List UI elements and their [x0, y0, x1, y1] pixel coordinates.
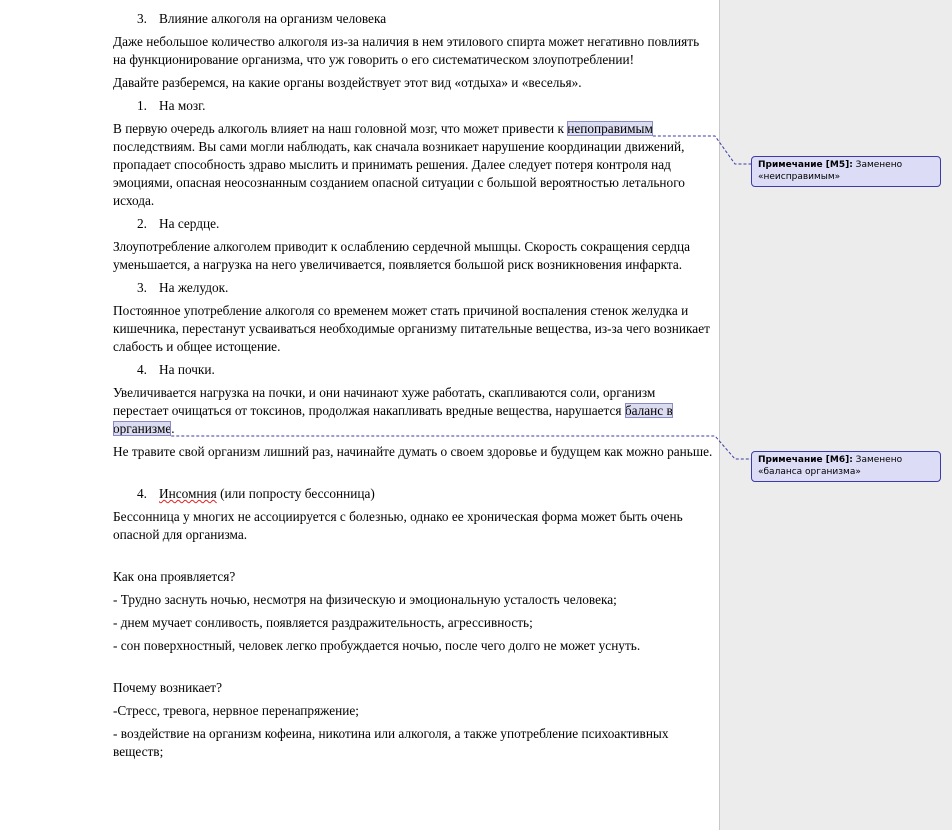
- spellcheck-flagged-word[interactable]: Инсомния: [159, 486, 217, 501]
- text-run: В первую очередь алкоголь влияет на наш головной мозг, что может привести к: [113, 121, 568, 136]
- organ-item-kidneys: [137, 361, 713, 379]
- text-run: последствиям. Вы сами могли наблюдать, как сначала возникает нарушение координации движений, пропадает способность здраво мыслить и принимать решения. Далее следует потеря контроля над эмоциями, опасная неосознанным созданием опасной ситуации с большой вероятностью летального исхода.: [113, 139, 685, 208]
- list-item-title: На почки.: [159, 362, 215, 377]
- document-body[interactable]: [113, 10, 713, 766]
- organ-item-heart: [137, 215, 713, 233]
- empty-line: [113, 660, 713, 679]
- commented-text-m5[interactable]: непоправимым: [567, 121, 653, 136]
- comment-text: Заменено «баланса организма»: [758, 455, 903, 477]
- list-number: 3.: [137, 280, 147, 295]
- section-4-heading: [137, 485, 713, 503]
- question-heading: Как она проявляется?: [113, 569, 236, 584]
- text-run: Увеличивается нагрузка на почки, и они начинают хуже работать, скапливаются соли, организм перестает очищаться от токсинов, продолжая накапливать вредные вещества, нарушается: [113, 385, 656, 418]
- paragraph-heart: Злоупотребление алкоголем приводит к ослаблению сердечной мышцы. Скорость сокращения сердца уменьшается, а нагрузка на него увеличивается, появляется большой риск возникновения инфаркта.: [113, 239, 691, 272]
- list-number: 3.: [137, 11, 147, 26]
- list-number: 2.: [137, 216, 147, 231]
- comment-text: Заменено «неисправимым»: [758, 160, 903, 182]
- comment-balloon-m5[interactable]: [751, 156, 941, 187]
- list-number: 4.: [137, 486, 147, 501]
- text-run: (или попросту бессонница): [216, 486, 375, 501]
- list-item-title: На сердце.: [159, 216, 220, 231]
- empty-line: [113, 549, 713, 568]
- paragraph: Даже небольшое количество алкоголя из-за наличия в нем этилового спирта может негативно повлиять на функционирование организма, что уж говорить о его систематическом злоупотреблении!: [113, 34, 700, 67]
- list-number: 1.: [137, 98, 147, 113]
- symptom-line: - сон поверхностный, человек легко пробуждается ночью, после чего долго не может уснуть.: [113, 638, 641, 653]
- empty-line: [113, 466, 713, 485]
- paragraph-kidneys: [113, 384, 713, 438]
- cause-line: -Стресс, тревога, нервное перенапряжение;: [113, 703, 359, 718]
- organ-item-brain: [137, 97, 713, 115]
- comment-label: Примечание [M6]:: [758, 455, 853, 465]
- text-run: .: [171, 421, 175, 436]
- list-item-title: На мозг.: [159, 98, 206, 113]
- heading-text: Влияние алкоголя на организм человека: [159, 11, 387, 26]
- paragraph-brain: [113, 120, 713, 210]
- paragraph-closing: Не травите свой организм лишний раз, начинайте думать о своем здоровье и будущем как можно раньше.: [113, 444, 713, 459]
- organ-item-stomach: [137, 279, 713, 297]
- section-3-heading: [137, 10, 713, 28]
- heading-text: [159, 485, 375, 503]
- symptom-line: - Трудно заснуть ночью, несмотря на физическую и эмоциональную усталость человека;: [113, 592, 617, 607]
- question-heading: Почему возникает?: [113, 680, 222, 695]
- comment-label: Примечание [M5]:: [758, 160, 853, 170]
- comment-balloon-m6[interactable]: [751, 451, 941, 482]
- commented-text-m6[interactable]: баланс в организме: [113, 403, 673, 436]
- cause-line: - воздействие на организм кофеина, никотина или алкоголя, а также употребление психоактивных веществ;: [113, 726, 669, 759]
- paragraph: Бессонница у многих не ассоциируется с болезнью, однако ее хроническая форма может быть очень опасной для организма.: [113, 509, 683, 542]
- paragraph-stomach: Постоянное употребление алкоголя со временем может стать причиной воспаления стенок желудка и кишечника, перестанут усваиваться необходимые организму питательные вещества, из-за чего возникает слабость и общее истощение.: [113, 303, 710, 354]
- symptom-line: - днем мучает сонливость, появляется раздражительность, агрессивность;: [113, 615, 533, 630]
- markup-pane: [719, 0, 952, 830]
- list-number: 4.: [137, 362, 147, 377]
- list-item-title: На желудок.: [159, 280, 229, 295]
- paragraph: Давайте разберемся, на какие органы воздействует этот вид «отдыха» и «веселья».: [113, 75, 582, 90]
